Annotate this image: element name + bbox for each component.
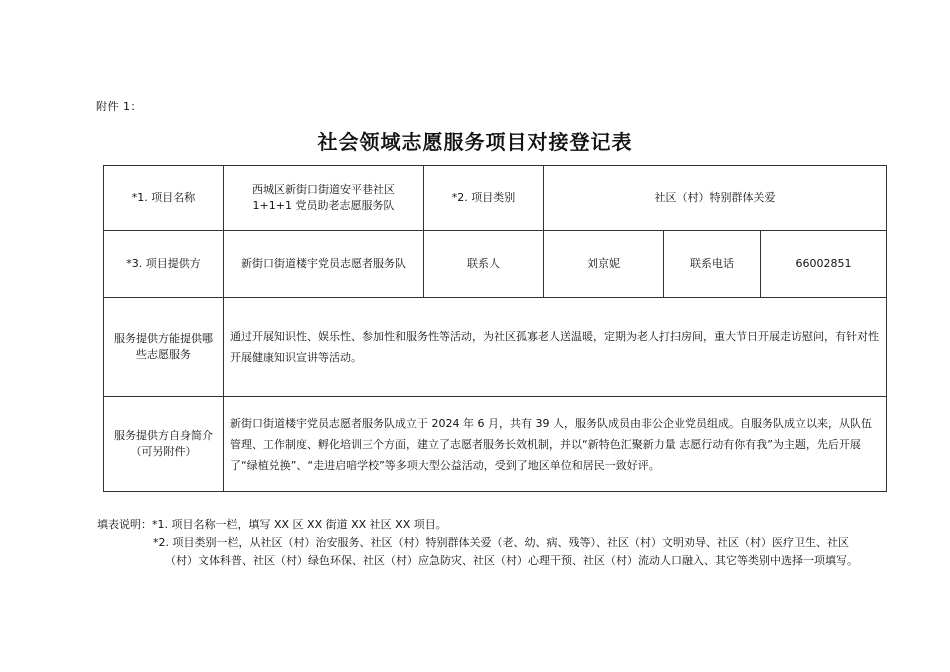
intro-description: 新街口街道楼宇党员志愿者服务队成立于 2024 年 6 月，共有 39 人，服务队成员由非公企业党员组成。自服务队成立以来，从队伍管理、工作制度、孵化培训三个方面，建立了志愿者服务长效机制，并以“新特色汇聚新力量 志愿行动有你有我”为主题，先后开展了“绿植兑换”、“走进启喑学校”等多项大型公益活动，受到了地区单位和居民一致好评。	[224, 397, 887, 492]
instruction-line-2: *2. 项目类别一栏，从社区（村）治安服务、社区（村）特别群体关爱（老、幼、病、残等）、社区（村）文明劝导、社区（村）医疗卫生、社区	[153, 536, 849, 549]
contact-label: 联系人	[424, 231, 544, 298]
phone-label: 联系电话	[664, 231, 761, 298]
page-title: 社会领域志愿服务项目对接登记表	[317, 130, 633, 154]
services-label: 服务提供方能提供哪些志愿服务	[104, 298, 224, 397]
project-category-label: *2. 项目类别	[424, 166, 544, 231]
project-name-value: 西城区新街口街道安平巷社区 1+1+1 党员助老志愿服务队	[224, 166, 424, 231]
project-category-value: 社区（村）特别群体关爱	[544, 166, 887, 231]
provider-value: 新街口街道楼宇党员志愿者服务队	[224, 231, 424, 298]
table-row	[104, 397, 887, 492]
intro-label: 服务提供方自身简介	[114, 429, 213, 442]
instruction-line-3: （村）文体科普、社区（村）绿色环保、社区（村）应急防灾、社区（村）心理干预、社区（村）流动人口融入、其它等类别中选择一项填写。	[165, 554, 858, 567]
project-name-label: *1. 项目名称	[104, 166, 224, 231]
table-row	[104, 231, 887, 298]
table-row	[104, 298, 887, 397]
intro-label-cell	[104, 397, 224, 492]
attachment-label: 附件 1：	[96, 100, 142, 113]
services-description: 通过开展知识性、娱乐性、参加性和服务性等活动，为社区孤寡老人送温暖，定期为老人打扫房间，重大节日开展走访慰问，有针对性开展健康知识宣讲等活动。	[224, 298, 887, 397]
instruction-line-1: 填表说明：*1. 项目名称一栏，填写 XX 区 XX 街道 XX 社区 XX 项目。	[97, 518, 447, 531]
intro-label-sub: （可另附件）	[130, 445, 197, 458]
phone-value: 66002851	[761, 231, 887, 298]
contact-value: 刘京妮	[544, 231, 664, 298]
table-row	[104, 166, 887, 231]
provider-label: *3. 项目提供方	[104, 231, 224, 298]
fill-instructions	[97, 516, 897, 570]
registration-form-table	[103, 165, 887, 492]
